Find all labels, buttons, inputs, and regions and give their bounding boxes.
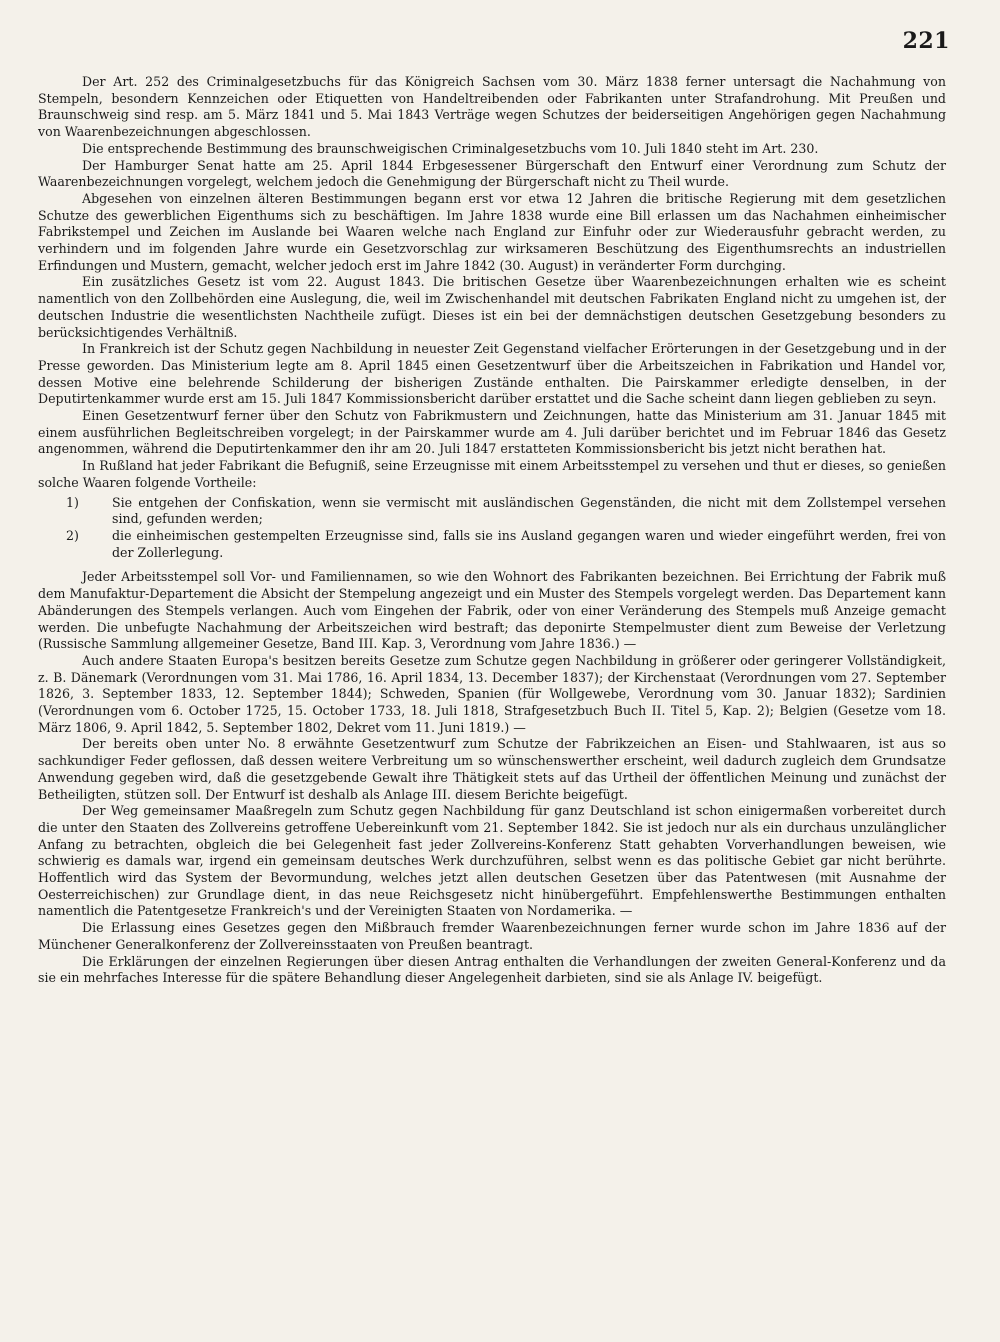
list-item [38, 528, 946, 561]
paragraph: Der Hamburger Senat hatte am 25. April 1844 Erbgesessener Bürgerschaft den Entwurf einer Verordnung zum Schutz der Waarenbezeichnungen vorgelegt, welchem jedoch die Genehmigung der Bürgerschaft nicht zu Theil wurde. [38, 157, 946, 190]
paragraph: In Frankreich ist der Schutz gegen Nachbildung in neuester Zeit Gegenstand vielfacher Erörterungen in der Gesetzgebung und in der Presse geworden. Das Ministerium legte am 8. April 1845 einen Gesetzentwurf über die Arbeitszeichen in Fabrikation und Handel vor, dessen Motive eine belehrende Schilderung der bisherigen Zustände enthalten. Die Pairskammer erledigte denselben, in der Deputirtenkammer wurde erst am 15. Juli 1847 Kommissionsbericht darüber erstattet und die Sache scheint dann liegen geblieben zu seyn. [38, 341, 946, 407]
paragraph: Abgesehen von einzelnen älteren Bestimmungen begann erst vor etwa 12 Jahren die britische Regierung mit dem gesetzlichen Schutze des gewerblichen Eigenthums sich zu beschäftigen. Im Jahre 1838 wurde eine Bill erlassen um das Nachahmen einheimischer Fabrikstempel und Zeichen im Auslande bei Waaren welche nach England zur Einfuhr oder zur Wiederausfuhr gebracht werden, zu verhindern und im folgenden Jahre wurde ein Gesetzvorschlag zur wirksameren Beschützung des Eigenthumsrechts an industriellen Erfindungen und Mustern, gemacht, welcher jedoch erst im Jahre 1842 (30. August) in veränderter Form durchging. [38, 190, 946, 273]
paragraph: Jeder Arbeitsstempel soll Vor- und Familiennamen, so wie den Wohnort des Fabrikanten bezeichnen. Bei Errichtung der Fabrik muß dem Manufaktur-Departement die Absicht der Stempelung angezeigt und ein Muster des Stempels vorgelegt werden. Das Departement kann Abänderungen des Stempels verlangen. Auch vom Eingehen der Fabrik, oder von einer Veränderung des Stempels muß Anzeige gemacht werden. Die unbefugte Nachahmung der Arbeitszeichen wird bestraft; das deponirte Stempelmuster dient zum Beweise der Verletzung (Russische Sammlung allgemeiner Gesetze, Band III. Kap. 3, Verordnung vom Jahre 1836.) — [38, 569, 946, 652]
list-text: Sie entgehen der Confiskation, wenn sie vermischt mit ausländischen Gegenständen, die nicht mit dem Zollstempel versehen sind, gefunden werden; [112, 494, 946, 527]
paragraph: In Rußland hat jeder Fabrikant die Befugniß, seine Erzeugnisse mit einem Arbeitsstempel zu versehen und thut er dieses, so genießen solche Waaren folgende Vortheile: [38, 458, 946, 490]
numbered-list [38, 495, 946, 562]
list-number: 2) [66, 527, 79, 543]
paragraph: Die Erklärungen der einzelnen Regierungen über diesen Antrag enthalten die Verhandlungen der zweiten General-Konferenz und da sie ein mehrfaches Interesse für die spätere Behandlung dieser Angelegenheit darbieten, sind sie als Anlage IV. beigefügt. [38, 953, 946, 986]
paragraph: Der bereits oben unter No. 8 erwähnte Gesetzentwurf zum Schutze der Fabrikzeichen an Eisen- und Stahlwaaren, ist aus so sachkundiger Feder geflossen, daß dessen weitere Verbreitung um so wünschenswerther erscheint, weil dadurch zugleich dem Grundsatze Anwendung gegeben wird, daß die gesetzgebende Gewalt ihre Thätigkeit stets auf das Urtheil der öffentlichen Meinung und zunächst der Betheiligten, stützen soll. Der Entwurf ist deshalb als Anlage III. diesem Berichte beigefügt. [38, 736, 946, 802]
page-body [38, 74, 946, 987]
paragraph: Der Art. 252 des Criminalgesetzbuchs für das Königreich Sachsen vom 30. März 1838 ferner untersagt die Nachahmung von Stempeln, besondern Kennzeichen oder Etiquetten von Handeltreibenden oder Fabrikanten unter Strafandrohung. Mit Preußen und Braunschweig sind resp. am 5. März 1841 und 5. Mai 1843 Verträge wegen Schutzes der beiderseitigen Angehörigen gegen Nachahmung von Waarenbezeichnungen abgeschlossen. [38, 74, 946, 140]
page-number: 221 [902, 28, 950, 54]
paragraph: Ein zusätzliches Gesetz ist vom 22. August 1843. Die britischen Gesetze über Waarenbezeichnungen erhalten wie es scheint namentlich von den Zollbehörden eine Auslegung, die, weil im Zwischenhandel mit deutschen Fabrikaten England nicht zu umgehen ist, der deutschen Industrie die wesentlichsten Nachtheile zufügt. Dieses ist ein bei der demnächstigen deutschen Gesetzgebung besonders zu berücksichtigendes Verhältniß. [38, 274, 946, 340]
paragraph: Die entsprechende Bestimmung des braunschweigischen Criminalgesetzbuchs vom 10. Juli 1840 steht im Art. 230. [82, 140, 819, 156]
paragraph: Der Weg gemeinsamer Maaßregeln zum Schutz gegen Nachbildung für ganz Deutschland ist schon einigermaßen vorbereitet durch die unter den Staaten des Zollvereins getroffene Uebereinkunft vom 21. September 1842. Sie ist jedoch nur als ein durchaus unzulänglicher Anfang zu betrachten, obgleich die bei Gelegenheit fast jeder Zollvereins-Konferenz Statt gehabten Vorverhandlungen beweisen, wie schwierig es damals war, irgend ein gemeinsam deutsches Werk durchzuführen, selbst wenn es das politische Gebiet gar nicht berührte. Hoffentlich wird das System der Bevormundung, welches jetzt allen deutschen Gesetzen über das Patentwesen (mit Ausnahme der Oesterreichischen) zur Grundlage dient, in das neue Reichsgesetz nicht hinübergeführt. Empfehlenswerthe Bestimmungen enthalten namentlich die Patentgesetze Frankreich's und der Vereinigten Staaten von Nordamerika. — [38, 803, 946, 919]
list-text: die einheimischen gestempelten Erzeugnisse sind, falls sie ins Ausland gegangen waren und wieder eingeführt werden, frei von der Zollerlegung. [112, 527, 946, 560]
paragraph: Die Erlassung eines Gesetzes gegen den Mißbrauch fremder Waarenbezeichnungen ferner wurde schon im Jahre 1836 auf der Münchener Generalkonferenz der Zollvereinsstaaten von Preußen beantragt. [38, 920, 946, 952]
list-number: 1) [66, 494, 79, 510]
list-item [38, 495, 946, 528]
paragraph: Einen Gesetzentwurf ferner über den Schutz von Fabrikmustern und Zeichnungen, hatte das Ministerium am 31. Januar 1845 mit einem ausführlichen Begleitschreiben vorgelegt; in der Pairskammer wurde am 4. Juli darüber berichtet und im Februar 1846 das Gesetz angenommen, während die Deputirtenkammer den ihr am 20. Juli 1847 erstatteten Kommissionsbericht bis jetzt nicht berathen hat. [38, 408, 946, 457]
paragraph: Auch andere Staaten Europa's besitzen bereits Gesetze zum Schutze gegen Nachbildung in größerer oder geringerer Vollständigkeit, z. B. Dänemark (Verordnungen vom 31. Mai 1786, 16. April 1834, 13. December 1837); der Kirchenstaat (Verordnungen vom 27. September 1826, 3. September 1833, 12. September 1844); Schweden, Spanien (für Wollgewebe, Verordnung vom 30. Januar 1832); Sardinien (Verordnungen vom 6. October 1725, 15. October 1733, 18. Juli 1818, Strafgesetzbuch Buch II. Titel 5, Kap. 2); Belgien (Gesetze vom 18. März 1806, 9. April 1842, 5. September 1802, Dekret vom 11. Juni 1819.) — [38, 652, 946, 735]
